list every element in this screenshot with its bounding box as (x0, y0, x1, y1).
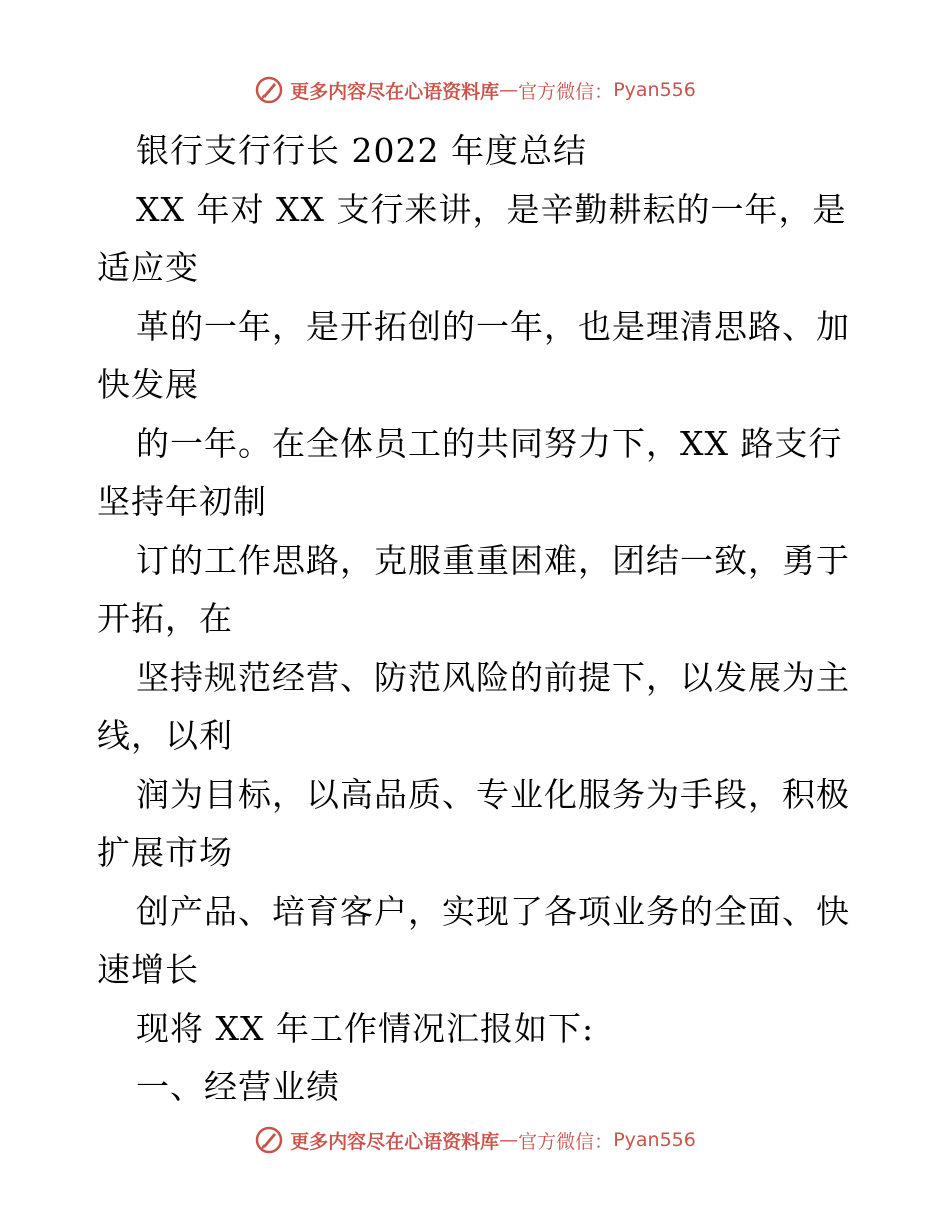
watermark-brand: 更多内容尽在心语资料库 (290, 80, 500, 103)
text-line: 革的一年，是开拓创的一年，也是理清思路、加 (136, 306, 850, 346)
quill-pen-logo-icon (254, 75, 284, 105)
document-title: 银行支行行长 2022 年度总结 (136, 131, 587, 170)
text-line: 一、经营业绩 (136, 1067, 340, 1106)
document-body (97, 122, 857, 1117)
header-watermark (0, 70, 950, 110)
watermark-dash: — (499, 79, 519, 101)
text-line: 线，以利 (97, 716, 233, 755)
text-line: 现将 XX 年工作情况汇报如下: (136, 1008, 595, 1048)
watermark-brand: 更多内容尽在心语资料库 (290, 1130, 500, 1153)
text-line: XX 年对 XX 支行来讲，是辛勤耕耘的一年，是 (136, 189, 847, 229)
text-line: 订的工作思路，克服重重困难，团结一致，勇于 (136, 540, 850, 580)
text-line: 坚持年初制 (97, 482, 267, 521)
text-line: 适应变 (97, 248, 199, 287)
watermark-label: 官方微信： (518, 1130, 614, 1153)
text-line: 开拓，在 (97, 599, 233, 638)
text-line: 的一年。在全体员工的共同努力下，XX 路支行 (136, 423, 843, 463)
text-line: 坚持规范经营、防范风险的前提下，以发展为主 (136, 657, 850, 697)
text-line: 扩展市场 (97, 833, 233, 872)
watermark-wechat-id: Pyan556 (613, 79, 696, 101)
watermark-label: 官方微信： (518, 80, 614, 103)
watermark-dash: — (499, 1129, 519, 1151)
watermark-wechat-id: Pyan556 (613, 1129, 696, 1151)
text-line: 速增长 (97, 950, 199, 989)
quill-pen-logo-icon (254, 1125, 284, 1155)
text-line: 快发展 (97, 365, 199, 404)
footer-watermark (0, 1120, 950, 1160)
text-line: 创产品、培育客户，实现了各项业务的全面、快 (136, 891, 850, 931)
text-line: 润为目标，以高品质、专业化服务为手段，积极 (136, 774, 850, 814)
